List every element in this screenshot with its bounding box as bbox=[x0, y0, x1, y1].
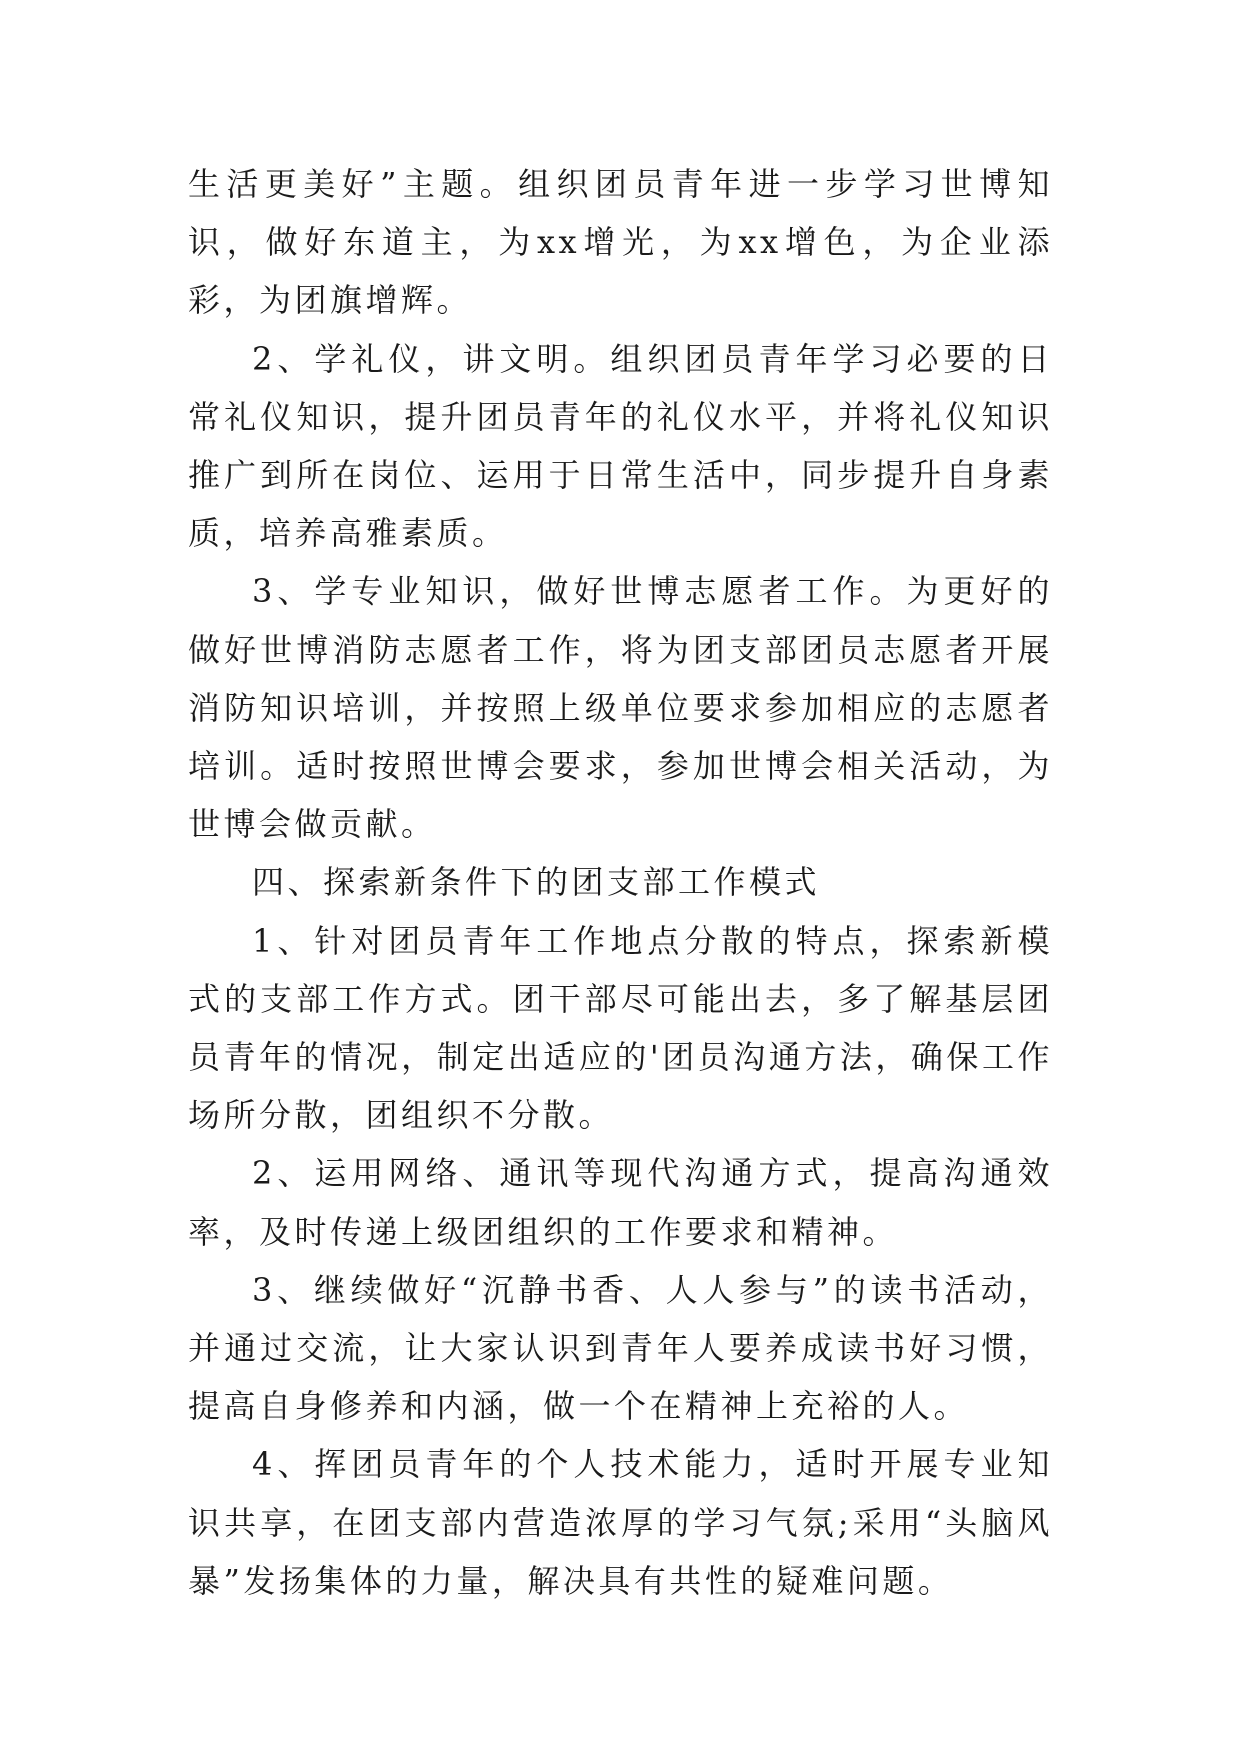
paragraph-section4-item4: 4、挥团员青年的个人技术能力，适时开展专业知识共享，在团支部内营造浓厚的学习气氛;采用“头脑风暴”发扬集体的力量，解决具有共性的疑难问题。 bbox=[188, 1445, 1053, 1600]
document-page bbox=[188, 155, 1053, 1610]
section-heading: 四、探索新条件下的团支部工作模式 bbox=[252, 863, 821, 902]
paragraph-section4-item2: 2、运用网络、通讯等现代沟通方式，提高沟通效率，及时传递上级团组织的工作要求和精神。 bbox=[188, 1154, 1053, 1251]
paragraph-section4-item3: 3、继续做好“沉静书香、人人参与”的读书活动，并通过交流，让大家认识到青年人要养成读书好习惯，提高自身修养和内涵，做一个在精神上充裕的人。 bbox=[188, 1270, 1053, 1426]
paragraph-section4-item1: 1、针对团员青年工作地点分散的特点，探索新模式的支部工作方式。团干部尽可能出去，多了解基层团员青年的情况，制定出适应的'团员沟通方法，确保工作场所分散，团组织不分散。 bbox=[188, 921, 1053, 1135]
paragraph-volunteer: 3、学专业知识，做好世博志愿者工作。为更好的做好世博消防志愿者工作，将为团支部团员志愿者开展消防知识培训，并按照上级单位要求参加相应的志愿者培训。适时按照世博会要求，参加世博会相关活动，为世博会做贡献。 bbox=[188, 572, 1053, 844]
paragraph-continuation: 生活更美好”主题。组织团员青年进一步学习世博知识，做好东道主，为xx增光，为xx增色，为企业添彩，为团旗增辉。 bbox=[188, 165, 1053, 320]
paragraph-etiquette: 2、学礼仪，讲文明。组织团员青年学习必要的日常礼仪知识，提升团员青年的礼仪水平，并将礼仪知识推广到所在岗位、运用于日常生活中，同步提升自身素质，培养高雅素质。 bbox=[188, 339, 1053, 553]
